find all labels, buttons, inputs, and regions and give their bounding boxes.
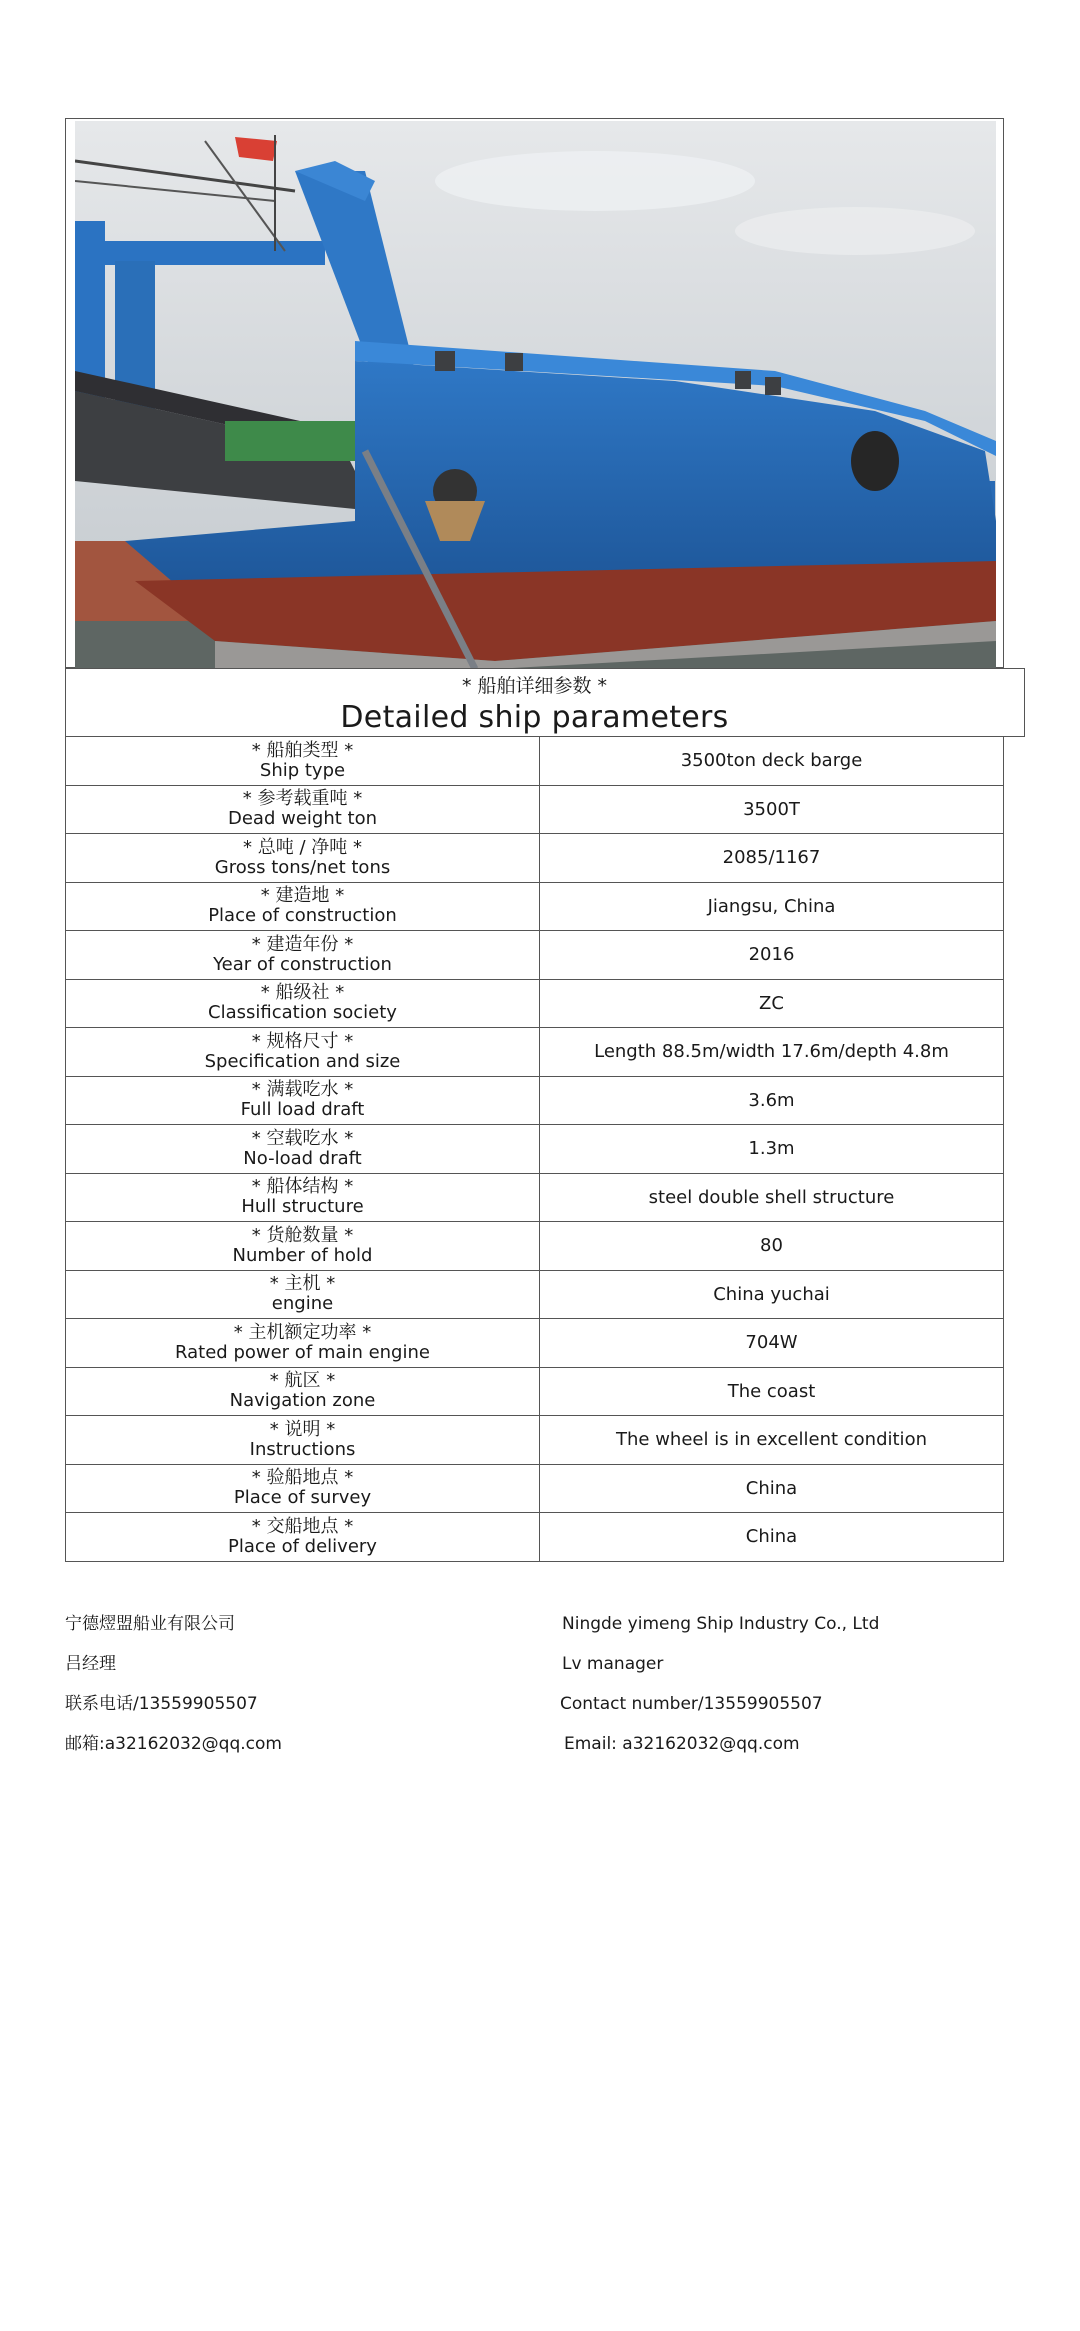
param-value: China	[540, 1464, 1004, 1513]
param-label-cell	[66, 979, 540, 1028]
param-label-en: Number of hold	[232, 1244, 373, 1266]
param-label-cn: * 船体结构 *	[251, 1176, 354, 1198]
table-row	[66, 1028, 1004, 1077]
param-value: China	[540, 1513, 1004, 1562]
param-label-en: Place of construction	[208, 905, 397, 927]
params-title-cn: * 船舶详细参数 *	[461, 675, 608, 697]
table-row	[66, 1125, 1004, 1174]
params-title-en: Detailed ship parameters	[340, 700, 729, 735]
param-label-cell	[66, 1367, 540, 1416]
table-row	[66, 1173, 1004, 1222]
email-en: Email: a32162032@qq.com	[564, 1734, 800, 1754]
param-value: 2085/1167	[540, 834, 1004, 883]
param-value: Jiangsu, China	[540, 882, 1004, 931]
param-label-cell	[66, 882, 540, 931]
param-label-cell	[66, 1270, 540, 1319]
param-label-cn: * 船舶类型 *	[251, 739, 354, 761]
param-label-cell	[66, 1319, 540, 1368]
param-label-cn: * 验船地点 *	[251, 1467, 354, 1489]
param-label-cell	[66, 1125, 540, 1174]
param-label-cn: * 满载吃水 *	[251, 1079, 354, 1101]
param-label-cn: * 建造年份 *	[251, 933, 354, 955]
param-value: 3500T	[540, 785, 1004, 834]
company-name-en: Ningde yimeng Ship Industry Co., Ltd	[562, 1614, 880, 1634]
table-row	[66, 785, 1004, 834]
ship-photo	[75, 121, 996, 669]
table-row	[66, 882, 1004, 931]
param-label-en: Instructions	[249, 1438, 356, 1460]
param-value: The wheel is in excellent condition	[540, 1416, 1004, 1465]
param-label-cn: * 建造地 *	[260, 885, 345, 907]
table-row	[66, 1270, 1004, 1319]
param-label-cn: * 船级社 *	[260, 982, 345, 1004]
table-row	[66, 1464, 1004, 1513]
param-label-en: engine	[271, 1293, 334, 1315]
param-value: 3.6m	[540, 1076, 1004, 1125]
param-label-cell	[66, 1173, 540, 1222]
param-label-en: Place of delivery	[228, 1535, 377, 1557]
param-value: Length 88.5m/width 17.6m/depth 4.8m	[540, 1028, 1004, 1077]
param-label-cell	[66, 1416, 540, 1465]
param-label-cn: * 航区 *	[269, 1370, 336, 1392]
company-name-cn: 宁德熤盟船业有限公司	[65, 1614, 235, 1634]
param-label-cell	[66, 931, 540, 980]
param-label-en: Navigation zone	[229, 1390, 376, 1412]
param-label-cn: * 主机 *	[269, 1273, 336, 1295]
param-label-en: Hull structure	[241, 1196, 364, 1218]
param-value: ZC	[540, 979, 1004, 1028]
table-row	[66, 1222, 1004, 1271]
param-value: The coast	[540, 1367, 1004, 1416]
param-label-cell	[66, 1028, 540, 1077]
table-row	[66, 1513, 1004, 1562]
param-label-cn: * 规格尺寸 *	[251, 1030, 354, 1052]
phone-cn: 联系电话/13559905507	[65, 1694, 258, 1714]
param-label-en: Year of construction	[213, 953, 392, 975]
table-row	[66, 1076, 1004, 1125]
ship-illustration	[75, 121, 996, 669]
param-label-cell	[66, 1076, 540, 1125]
param-label-cn: * 货舱数量 *	[251, 1224, 354, 1246]
param-label-cn: * 主机额定功率 *	[233, 1321, 372, 1343]
param-label-en: Full load draft	[240, 1099, 365, 1121]
param-value: 704W	[540, 1319, 1004, 1368]
param-label-cn: * 参考载重吨 *	[242, 788, 363, 810]
param-label-en: Rated power of main engine	[175, 1341, 430, 1363]
table-row	[66, 979, 1004, 1028]
manager-en: Lv manager	[562, 1654, 664, 1674]
param-label-en: No-load draft	[243, 1147, 362, 1169]
param-label-cell	[66, 785, 540, 834]
table-row	[66, 737, 1004, 786]
table-row	[66, 1367, 1004, 1416]
table-row	[66, 1319, 1004, 1368]
param-label-cn: * 说明 *	[269, 1418, 336, 1440]
table-row	[66, 1416, 1004, 1465]
param-value: 2016	[540, 931, 1004, 980]
param-value: China yuchai	[540, 1270, 1004, 1319]
param-label-cell	[66, 1222, 540, 1271]
param-label-cn: * 空载吃水 *	[251, 1127, 354, 1149]
manager-cn: 吕经理	[65, 1654, 116, 1674]
param-label-en: Place of survey	[233, 1487, 372, 1509]
param-label-en: Specification and size	[204, 1050, 401, 1072]
param-value: steel double shell structure	[540, 1173, 1004, 1222]
param-label-en: Gross tons/net tons	[214, 856, 391, 878]
param-label-en: Classification society	[208, 1002, 397, 1024]
params-title-box	[65, 668, 1025, 737]
param-value: 3500ton deck barge	[540, 737, 1004, 786]
table-row	[66, 834, 1004, 883]
param-value: 1.3m	[540, 1125, 1004, 1174]
param-label-en: Dead weight ton	[227, 808, 377, 830]
table-row	[66, 931, 1004, 980]
param-label-cell	[66, 834, 540, 883]
param-label-cell	[66, 1464, 540, 1513]
param-value: 80	[540, 1222, 1004, 1271]
param-label-en: Ship type	[259, 759, 346, 781]
ship-photo-frame	[65, 118, 1004, 668]
param-label-cell	[66, 737, 540, 786]
param-label-cell	[66, 1513, 540, 1562]
param-label-cn: * 总吨 / 净吨 *	[243, 836, 362, 858]
param-label-cn: * 交船地点 *	[251, 1515, 354, 1537]
email-cn: 邮箱:a32162032@qq.com	[65, 1734, 282, 1754]
ship-params-table	[65, 736, 1004, 1562]
phone-en: Contact number/13559905507	[560, 1694, 823, 1714]
